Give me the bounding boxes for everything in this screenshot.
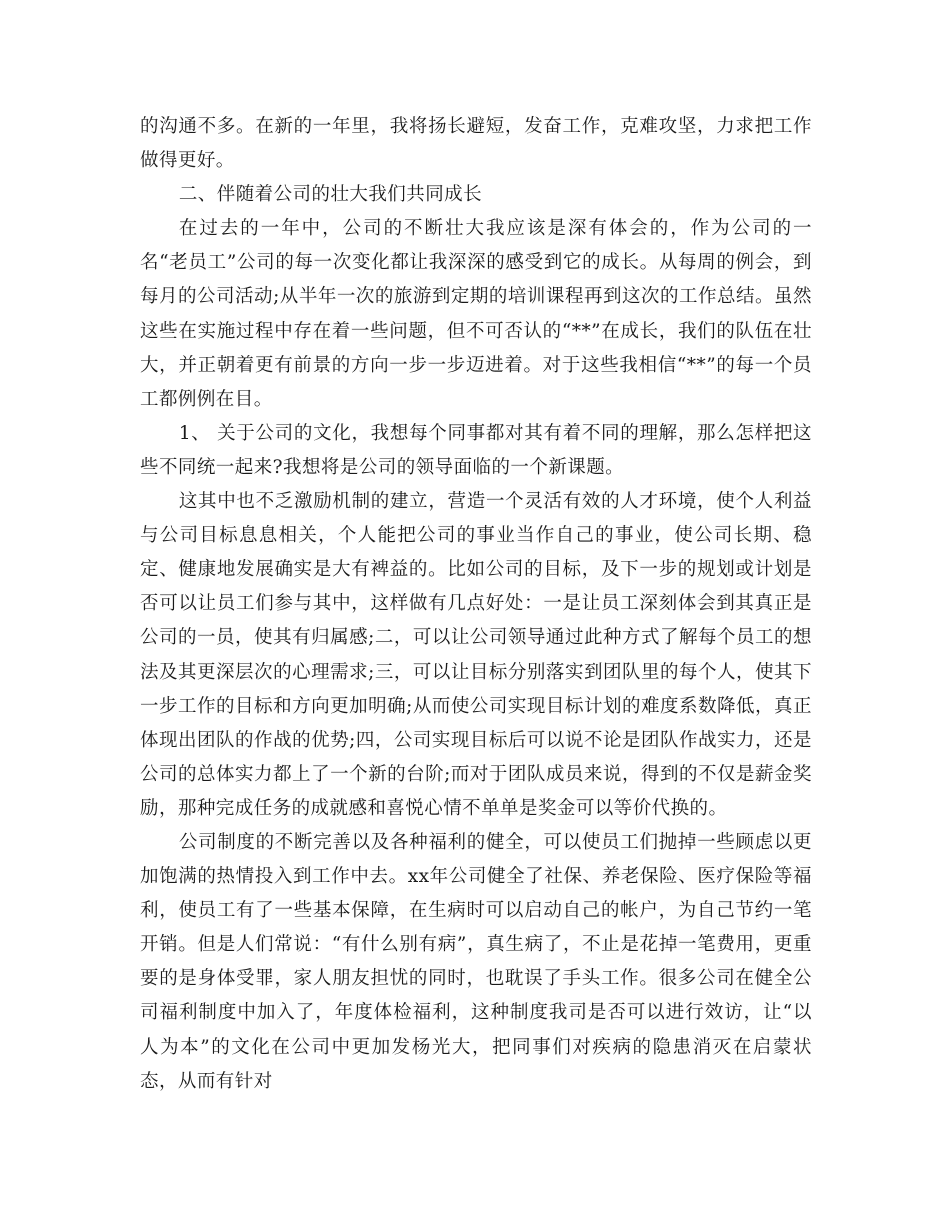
paragraph-growth: 在过去的一年中，公司的不断壮大我应该是深有体会的，作为公司的一名“老员工”公司的每一次变化都让我深深的感受到它的成长。从每周的例会，到每月的公司活动;从半年一次的旅游到定期的培训课程再到这次的工作总结。虽然这些在实施过程中存在着一些问题，但不可否认的“**”在成长，我们的队伍在壮大，并正朝着更有前景的方向一步一步迈进着。对于这些我相信“**”的每一个员工都例例在目。 — [140, 218, 812, 410]
paragraph-welfare: 公司制度的不断完善以及各种福利的健全，可以使员工们抛掉一些顾虑以更加饱满的热情投入到工作中去。xx年公司健全了社保、养老保险、医疗保险等福利，使员工有了一些基本保障，在生病时可以启动自己的帐户，为自己节约一笔开销。但是人们常说：“有什么别有病”，真生病了，不止是花掉一笔费用，更重要的是身体受罪，家人朋友担忧的同时，也耽误了手头工作。很多公司在健全公司福利制度中加入了，年度体检福利，这种制度我司是否可以进行效访，让“以人为本”的文化在公司中更加发杨光大，把同事们对疾病的隐患消灭在启蒙状态，从而有针对 — [140, 831, 812, 1092]
paragraph-culture: 1、 关于公司的文化，我想每个同事都对其有着不同的理解，那么怎样把这些不同统一起来?我想将是公司的领导面临的一个新课题。 — [140, 422, 812, 478]
section-heading: 二、伴随着公司的壮大我们共同成长 — [178, 184, 483, 206]
paragraph-incentive: 这其中也不乏激励机制的建立，营造一个灵活有效的人才环境，使个人利益与公司目标息息相关，个人能把公司的事业当作自己的事业，使公司长期、稳定、健康地发展确实是大有裨益的。比如公司的目标，及下一步的规划或计划是否可以让员工们参与其中，这样做有几点好处：一是让员工深刻体会到其真正是公司的一员，使其有归属感;二，可以让公司领导通过此种方式了解每个员工的想法及其更深层次的心理需求;三，可以让目标分别落实到团队里的每个人，使其下一步工作的目标和方向更加明确;从而使公司实现目标计划的难度系数降低，真正体现出团队的作战的优势;四，公司实现目标后可以说不论是团队作战实力，还是公司的总体实力都上了一个新的台阶;而对于团队成员来说，得到的不仅是薪金奖励，那种完成任务的成就感和喜悦心情不单单是奖金可以等价代换的。 — [140, 491, 812, 819]
document-page — [140, 110, 812, 1099]
paragraph-continuation: 的沟通不多。在新的一年里，我将扬长避短，发奋工作，克难攻坚，力求把工作做得更好。 — [140, 116, 812, 172]
